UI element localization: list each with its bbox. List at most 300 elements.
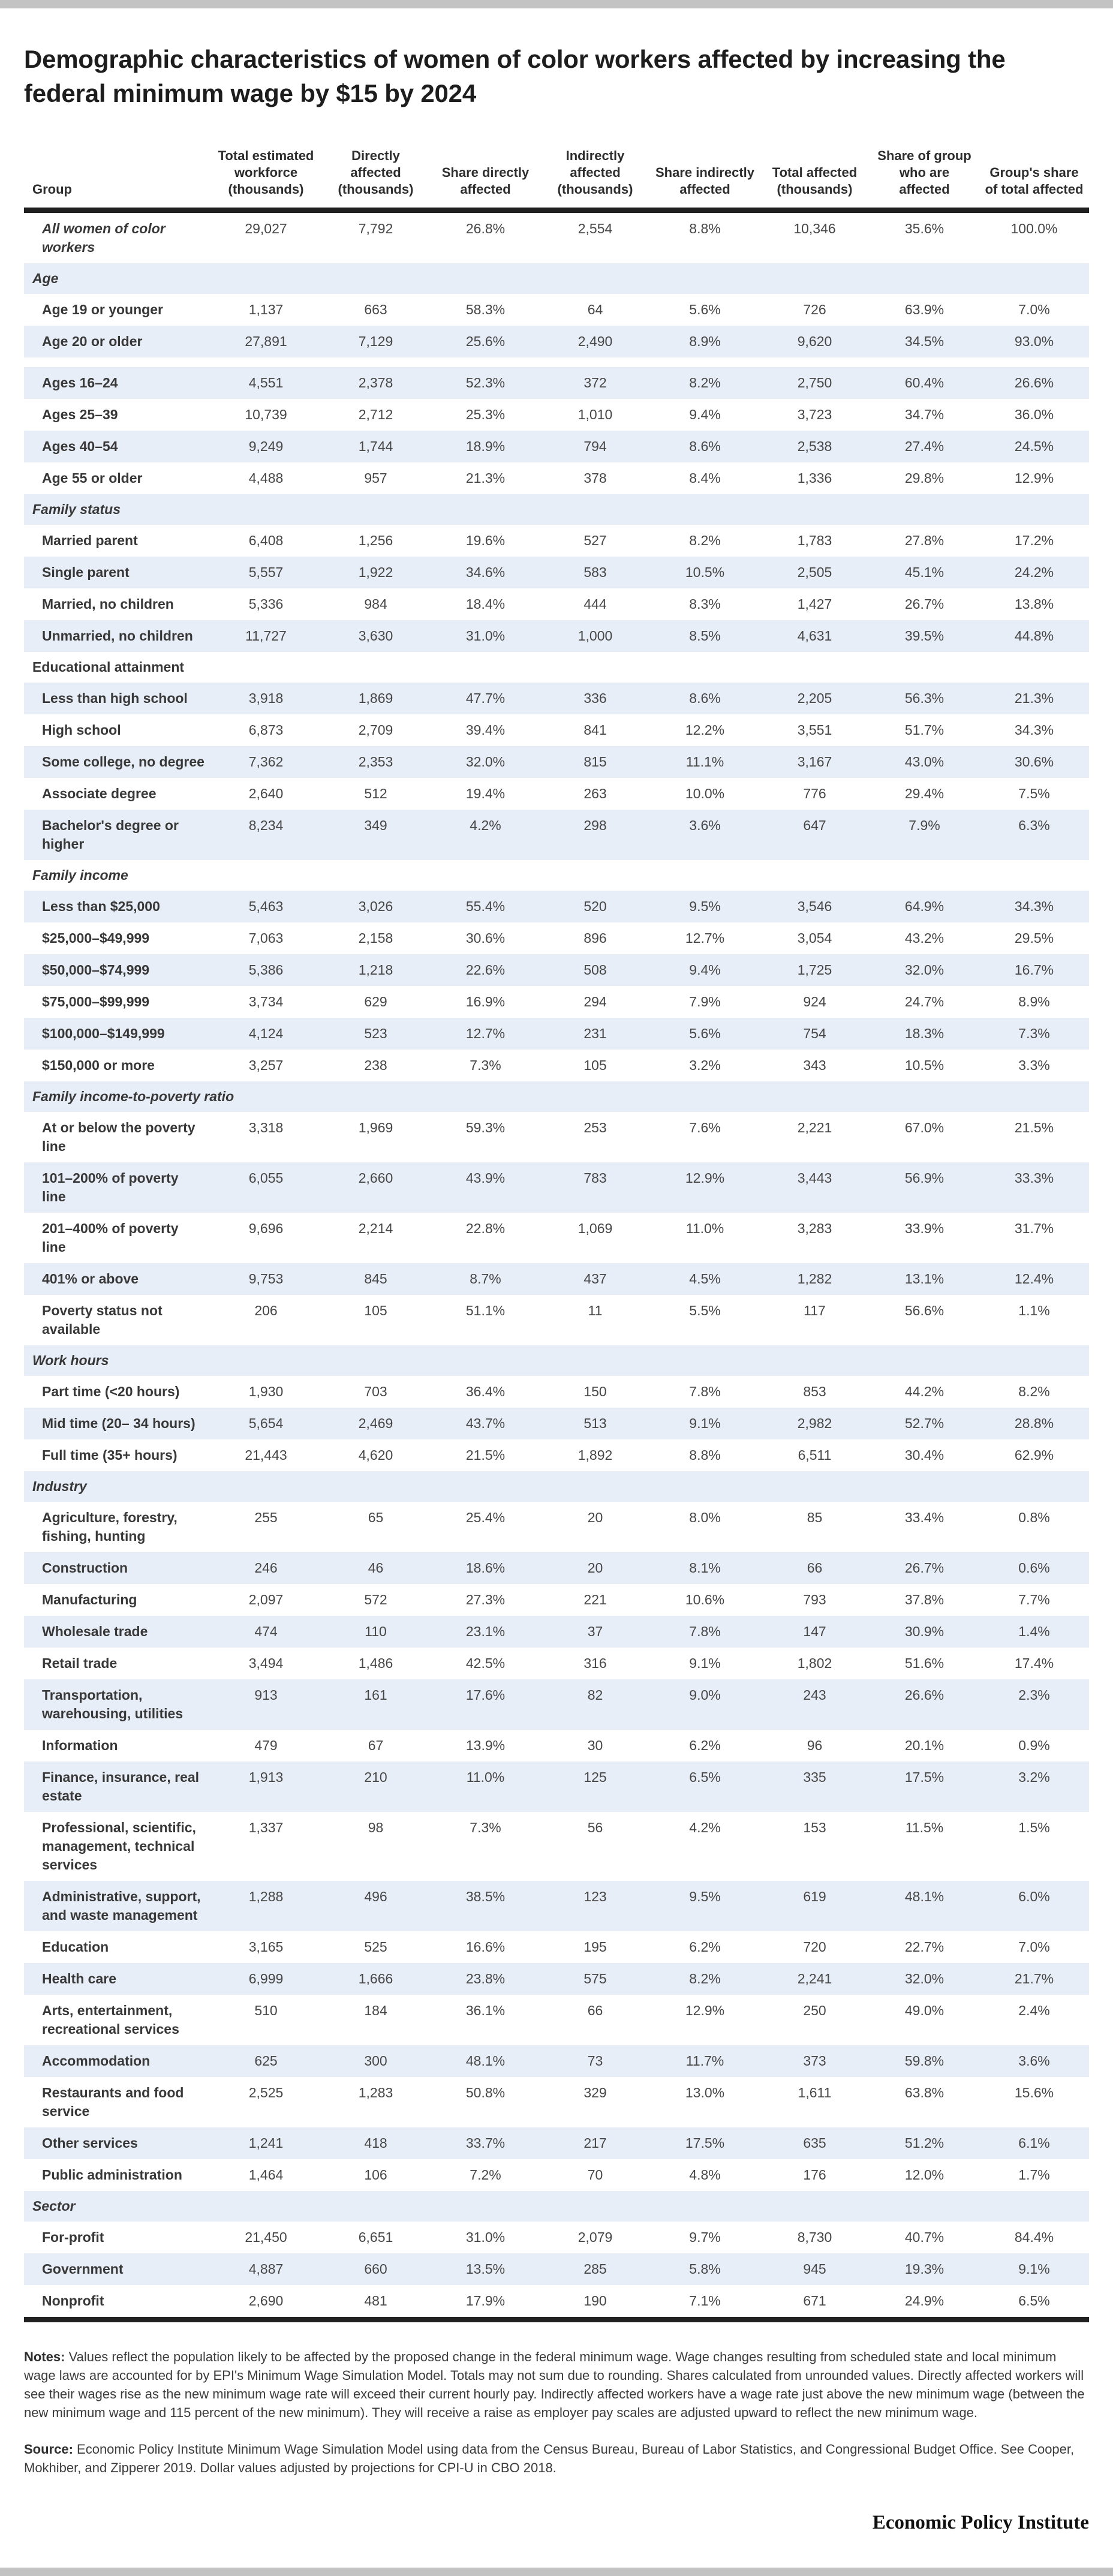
cell-value: 1,802: [797, 1655, 832, 1671]
cell-value: 9.7%: [689, 2229, 721, 2245]
cell-value: 815: [583, 754, 607, 770]
cell-value: 67.0%: [904, 1120, 944, 1135]
cell-value: 31.0%: [465, 2229, 506, 2245]
cell-value: 5.6%: [689, 1026, 721, 1041]
cell-value: 7.9%: [909, 817, 940, 833]
cell-value: 23.8%: [465, 1971, 506, 1986]
table-row: [24, 2253, 1089, 2285]
column-header: Total estimated workforce (thousands): [211, 148, 321, 211]
cell-value: 4,488: [248, 470, 284, 486]
cell-value: 18.6%: [465, 1560, 506, 1576]
row-label: Arts, entertainment, recreational services: [42, 2003, 179, 2037]
cell-value: 6.1%: [1018, 2135, 1050, 2151]
table-row: [24, 620, 1089, 652]
cell-value: 7.0%: [1018, 1939, 1050, 1955]
cell-value: 82: [587, 1687, 603, 1703]
cell-value: 3,546: [797, 898, 832, 914]
cell-value: 3,630: [358, 628, 393, 644]
cell-value: 2,982: [797, 1415, 832, 1431]
cell-value: 55.4%: [465, 898, 506, 914]
cell-value: 1,137: [248, 302, 284, 317]
cell-value: 8.0%: [689, 1510, 721, 1525]
cell-value: 39.4%: [465, 722, 506, 738]
cell-value: 43.0%: [904, 754, 944, 770]
row-label: At or below the poverty line: [42, 1120, 195, 1154]
cell-value: 6,999: [248, 1971, 284, 1986]
cell-value: 372: [583, 375, 607, 390]
cell-value: 300: [364, 2053, 387, 2069]
cell-value: 8.2%: [689, 1971, 721, 1986]
cell-value: 625: [254, 2053, 278, 2069]
cell-value: 1,892: [577, 1447, 613, 1463]
cell-value: 3.6%: [1018, 2053, 1050, 2069]
cell-value: 96: [807, 1738, 823, 1753]
cell-value: 43.9%: [465, 1170, 506, 1186]
cell-value: 13.1%: [904, 1271, 944, 1287]
cell-value: 12.7%: [685, 930, 725, 946]
cell-value: 7.0%: [1018, 302, 1050, 317]
cell-value: 17.5%: [685, 2135, 725, 2151]
cell-value: 10.5%: [685, 564, 725, 580]
cell-value: 150: [583, 1384, 607, 1399]
row-label: High school: [42, 722, 121, 738]
cell-value: 6.2%: [689, 1738, 721, 1753]
cell-value: 7,129: [358, 333, 393, 349]
cell-value: 4.2%: [470, 817, 501, 833]
table-body: [24, 211, 1089, 2320]
row-label: Ages 40–54: [42, 438, 118, 454]
cell-value: 30.9%: [904, 1624, 944, 1639]
table-row: [24, 1213, 1089, 1263]
cell-value: 1,969: [358, 1120, 393, 1135]
cell-value: 8,730: [797, 2229, 832, 2245]
table-row: [24, 2077, 1089, 2127]
cell-value: 1,282: [797, 1271, 832, 1287]
cell-value: 7.3%: [470, 1057, 501, 1073]
cell-value: 35.6%: [904, 221, 944, 236]
cell-value: 512: [364, 786, 387, 801]
cell-value: 184: [364, 2003, 387, 2018]
cell-value: 316: [583, 1655, 607, 1671]
row-label: Less than high school: [42, 690, 188, 706]
cell-value: 24.5%: [1014, 438, 1054, 454]
cell-value: 217: [583, 2135, 607, 2151]
cell-value: 34.3%: [1014, 722, 1054, 738]
cell-value: 19.6%: [465, 533, 506, 548]
cell-value: 20: [587, 1510, 603, 1525]
section-label: Family income-to-poverty ratio: [32, 1089, 234, 1104]
cell-value: 40.7%: [904, 2229, 944, 2245]
cell-value: 9.1%: [689, 1655, 721, 1671]
cell-value: 25.3%: [465, 407, 506, 422]
cell-value: 3.2%: [689, 1057, 721, 1073]
cell-value: 7,063: [248, 930, 284, 946]
cell-value: 8.6%: [689, 438, 721, 454]
cell-value: 18.3%: [904, 1026, 944, 1041]
table-row: [24, 1584, 1089, 1616]
cell-value: 12.9%: [685, 1170, 725, 1186]
cell-value: 496: [364, 1889, 387, 1904]
table-row: [24, 525, 1089, 557]
column-header: Share directly affected: [431, 148, 540, 211]
cell-value: 3,026: [358, 898, 393, 914]
cell-value: 4.2%: [689, 1820, 721, 1835]
row-label: 401% or above: [42, 1271, 139, 1287]
cell-value: 1,744: [358, 438, 393, 454]
cell-value: 25.6%: [465, 333, 506, 349]
cell-value: 253: [583, 1120, 607, 1135]
column-header: Total affected (thousands): [760, 148, 870, 211]
row-label: Part time (<20 hours): [42, 1384, 180, 1399]
cell-value: 0.9%: [1018, 1738, 1050, 1753]
cell-value: 19.3%: [904, 2261, 944, 2277]
cell-value: 29,027: [245, 221, 287, 236]
table-row: [24, 399, 1089, 431]
cell-value: 12.9%: [685, 2003, 725, 2018]
cell-value: 56.9%: [904, 1170, 944, 1186]
cell-value: 17.4%: [1014, 1655, 1054, 1671]
cell-value: 635: [803, 2135, 826, 2151]
cell-value: 7.6%: [689, 1120, 721, 1135]
cell-value: 12.2%: [685, 722, 725, 738]
row-label: Some college, no degree: [42, 754, 204, 770]
cell-value: 24.9%: [870, 2285, 979, 2320]
page-content: [0, 42, 1113, 2534]
cell-value: 11,727: [245, 628, 287, 644]
table-row: [24, 588, 1089, 620]
table-row: [24, 1050, 1089, 1081]
row-label: $25,000–$49,999: [42, 930, 150, 946]
cell-value: 26.8%: [465, 221, 506, 236]
cell-value: 9.4%: [689, 962, 721, 978]
cell-value: 34.7%: [904, 407, 944, 422]
row-label: Single parent: [42, 564, 130, 580]
cell-value: 663: [364, 302, 387, 317]
cell-value: 647: [803, 817, 826, 833]
cell-value: 6.5%: [689, 1769, 721, 1785]
cell-value: 59.3%: [465, 1120, 506, 1135]
cell-value: 26.6%: [904, 1687, 944, 1703]
cell-value: 49.0%: [904, 2003, 944, 2018]
cell-value: 60.4%: [904, 375, 944, 390]
cell-value: 52.7%: [904, 1415, 944, 1431]
row-label: Government: [42, 2261, 124, 2277]
cell-value: 285: [583, 2261, 607, 2277]
cell-value: 6.5%: [979, 2285, 1089, 2320]
cell-value: 105: [364, 1303, 387, 1318]
row-label: Manufacturing: [42, 1592, 137, 1607]
cell-value: 5,463: [248, 898, 284, 914]
cell-value: 7.8%: [689, 1624, 721, 1639]
cell-value: 3,318: [248, 1120, 284, 1135]
cell-value: 720: [803, 1939, 826, 1955]
cell-value: 26.7%: [904, 596, 944, 612]
cell-value: 9.5%: [689, 898, 721, 914]
cell-value: 36.1%: [465, 2003, 506, 2018]
cell-value: 343: [803, 1057, 826, 1073]
cell-value: 1.1%: [1018, 1303, 1050, 1318]
spacer-row: [24, 357, 1089, 367]
table-row: [24, 1552, 1089, 1584]
cell-value: 51.7%: [904, 722, 944, 738]
cell-value: 62.9%: [1014, 1447, 1054, 1463]
row-label: $50,000–$74,999: [42, 962, 150, 978]
cell-value: 44.2%: [904, 1384, 944, 1399]
row-label: Unmarried, no children: [42, 628, 193, 644]
cell-value: 629: [364, 994, 387, 1009]
cell-value: 726: [803, 302, 826, 317]
cell-value: 3,551: [797, 722, 832, 738]
cell-value: 63.9%: [904, 302, 944, 317]
table-row: [24, 1376, 1089, 1408]
cell-value: 2,709: [358, 722, 393, 738]
cell-value: 2,378: [358, 375, 393, 390]
column-header: Share of group who are affected: [870, 148, 979, 211]
cell-value: 30.6%: [1014, 754, 1054, 770]
cell-value: 896: [583, 930, 607, 946]
cell-value: 0.8%: [1018, 1510, 1050, 1525]
cell-value: 7.5%: [1018, 786, 1050, 801]
column-header-row: [24, 148, 1089, 211]
cell-value: 0.6%: [1018, 1560, 1050, 1576]
cell-value: 33.7%: [465, 2135, 506, 2151]
cell-value: 575: [583, 1971, 607, 1986]
row-label: Information: [42, 1738, 118, 1753]
cell-value: 3.6%: [689, 817, 721, 833]
cell-value: 18.4%: [465, 596, 506, 612]
cell-value: 945: [803, 2261, 826, 2277]
cell-value: 9.5%: [689, 1889, 721, 1904]
cell-value: 2,205: [797, 690, 832, 706]
cell-value: 17.6%: [465, 1687, 506, 1703]
row-label: Poverty status not available: [42, 1303, 163, 1337]
row-label: Public administration: [42, 2167, 182, 2183]
cell-value: 30.6%: [465, 930, 506, 946]
cell-value: 2,079: [577, 2229, 613, 2245]
cell-value: 21.5%: [465, 1447, 506, 1463]
cell-value: 1,869: [358, 690, 393, 706]
cell-value: 110: [365, 1624, 387, 1639]
cell-value: 1,241: [248, 2135, 284, 2151]
table-row: [24, 1439, 1089, 1471]
cell-value: 17.9%: [431, 2285, 540, 2320]
table-row: [24, 1112, 1089, 1162]
source-text: [24, 2440, 1089, 2477]
row-label: Professional, scientific, management, technical services: [42, 1820, 196, 1872]
cell-value: 9.0%: [689, 1687, 721, 1703]
cell-value: 31.7%: [1014, 1221, 1054, 1236]
row-label: Restaurants and food service: [42, 2085, 184, 2119]
cell-value: 9,753: [248, 1271, 284, 1287]
row-label: Ages 25–39: [42, 407, 118, 422]
cell-value: 37: [587, 1624, 603, 1639]
table-row: [24, 1931, 1089, 1963]
cell-value: 85: [807, 1510, 823, 1525]
table-row: [24, 1408, 1089, 1439]
row-label: Age 55 or older: [42, 470, 143, 486]
section-label: Work hours: [32, 1352, 109, 1368]
cell-value: 123: [583, 1889, 607, 1904]
cell-value: 3,165: [248, 1939, 284, 1955]
cell-value: 153: [803, 1820, 826, 1835]
cell-value: 8.3%: [689, 596, 721, 612]
cell-value: 5,336: [248, 596, 284, 612]
cell-value: 9,249: [248, 438, 284, 454]
cell-value: 243: [803, 1687, 826, 1703]
cell-value: 56.6%: [904, 1303, 944, 1318]
cell-value: 32.0%: [904, 962, 944, 978]
cell-value: 2,750: [797, 375, 832, 390]
page-title: Demographic characteristics of women of color workers affected by increasing the federal minimum wage by $15 by 2024: [24, 45, 1006, 107]
cell-value: 1,725: [797, 962, 832, 978]
cell-value: 106: [364, 2167, 387, 2183]
cell-value: 349: [364, 817, 387, 833]
cell-value: 1,069: [577, 1221, 613, 1236]
cell-value: 13.0%: [685, 2085, 725, 2100]
section-row: [24, 860, 1089, 891]
cell-value: 8.6%: [689, 690, 721, 706]
cell-value: 754: [803, 1026, 826, 1041]
cell-value: 44.8%: [1014, 628, 1054, 644]
cell-value: 66: [587, 2003, 603, 2018]
cell-value: 984: [364, 596, 387, 612]
cell-value: 3.2%: [1018, 1769, 1050, 1785]
table-row: [24, 683, 1089, 714]
cell-value: 23.1%: [465, 1624, 506, 1639]
spacer-cell: [24, 357, 1089, 367]
row-label: Construction: [42, 1560, 128, 1576]
cell-value: 2,538: [797, 438, 832, 454]
cell-value: 4.5%: [689, 1271, 721, 1287]
cell-value: 444: [583, 596, 607, 612]
table-row: [24, 1616, 1089, 1648]
cell-value: 117: [804, 1303, 826, 1318]
section-row: [24, 1471, 1089, 1502]
cell-value: 7.7%: [1018, 1592, 1050, 1607]
cell-value: 2,469: [358, 1415, 393, 1431]
cell-value: 17.5%: [904, 1769, 944, 1785]
section-label: Age: [32, 270, 59, 286]
cell-value: 190: [540, 2285, 650, 2320]
bottom-gap: [0, 2562, 1113, 2568]
cell-value: 66: [807, 1560, 823, 1576]
cell-value: 8.5%: [689, 628, 721, 644]
cell-value: 10.6%: [685, 1592, 725, 1607]
cell-value: 1,666: [358, 1971, 393, 1986]
table-row: [24, 746, 1089, 778]
cell-value: 2,097: [248, 1592, 284, 1607]
section-label: Family income: [32, 867, 128, 883]
row-label: $150,000 or more: [42, 1057, 155, 1073]
row-label: Age 19 or younger: [42, 302, 163, 317]
cell-value: 84.4%: [1014, 2229, 1054, 2245]
cell-value: 24.2%: [1014, 564, 1054, 580]
cell-value: 3,257: [248, 1057, 284, 1073]
cell-value: 660: [364, 2261, 387, 2277]
cell-value: 29.5%: [1014, 930, 1054, 946]
cell-value: 22.6%: [465, 962, 506, 978]
table-row: [24, 2159, 1089, 2191]
row-label: Ages 16–24: [42, 375, 118, 390]
cell-value: 63.8%: [904, 2085, 944, 2100]
cell-value: 5.6%: [689, 302, 721, 317]
cell-value: 2,241: [797, 1971, 832, 1986]
row-label: $75,000–$99,999: [42, 994, 150, 1009]
cell-value: 16.9%: [465, 994, 506, 1009]
cell-value: 19.4%: [465, 786, 506, 801]
cell-value: 47.7%: [465, 690, 506, 706]
cell-value: 56: [587, 1820, 603, 1835]
group-column-header: Group: [24, 148, 211, 211]
cell-value: 34.5%: [904, 333, 944, 349]
cell-value: 373: [803, 2053, 826, 2069]
cell-value: 93.0%: [1014, 333, 1054, 349]
cell-value: 10,739: [245, 407, 287, 422]
cell-value: 34.6%: [465, 564, 506, 580]
cell-value: 255: [254, 1510, 278, 1525]
cell-value: 7.3%: [1018, 1026, 1050, 1041]
cell-value: 2,640: [248, 786, 284, 801]
cell-value: 73: [587, 2053, 603, 2069]
cell-value: 27.3%: [465, 1592, 506, 1607]
cell-value: 845: [364, 1271, 387, 1287]
table-row: [24, 1648, 1089, 1679]
row-label: Administrative, support, and waste management: [42, 1889, 201, 1923]
cell-value: 36.0%: [1014, 407, 1054, 422]
cell-value: 38.5%: [465, 1889, 506, 1904]
cell-value: 5,386: [248, 962, 284, 978]
cell-value: 7,362: [248, 754, 284, 770]
cell-value: 1,486: [358, 1655, 393, 1671]
cell-value: 25.4%: [465, 1510, 506, 1525]
cell-value: 263: [583, 786, 607, 801]
cell-value: 508: [583, 962, 607, 978]
table-row: [24, 211, 1089, 264]
cell-value: 3,167: [797, 754, 832, 770]
column-header: Group's share of total affected: [979, 148, 1089, 211]
cell-value: 58.3%: [465, 302, 506, 317]
table-row: [24, 2285, 1089, 2320]
table-row: [24, 922, 1089, 954]
cell-value: 43.2%: [904, 930, 944, 946]
row-label: Agriculture, forestry, fishing, hunting: [42, 1510, 178, 1544]
cell-value: 336: [583, 690, 607, 706]
section-label: Sector: [32, 2198, 76, 2214]
cell-value: 52.3%: [465, 375, 506, 390]
section-row: [24, 1345, 1089, 1376]
cell-value: 18.9%: [465, 438, 506, 454]
cell-value: 221: [583, 1592, 607, 1607]
cell-value: 6,055: [248, 1170, 284, 1186]
cell-value: 176: [803, 2167, 826, 2183]
table-row: [24, 1018, 1089, 1050]
cell-value: 98: [368, 1820, 384, 1835]
cell-value: 1,218: [358, 962, 393, 978]
notes-body: Values reflect the population likely to be affected by the proposed change in the federal minimum wage. Wage changes resulting from scheduled state and local minimum wage laws are accounted for by EPI's Minimum Wage Simulation Model. Totals may not sum due to rounding. Shares calculated from unrounded values. Directly affected workers will see their wages rise as the new minimum wage rate will exceed their current hourly pay. Indirectly affected workers have a wage rate just above the new minimum wage (between the new minimum wage and 115 percent of the new minimum). They will receive a raise as employer pay scales are adjusted upward to reflect the new minimum wage.: [24, 2349, 1085, 2420]
row-label: For-profit: [42, 2229, 104, 2245]
cell-value: 8.2%: [689, 533, 721, 548]
cell-value: 957: [364, 470, 387, 486]
cell-value: 59.8%: [904, 2053, 944, 2069]
cell-value: 2,525: [248, 2085, 284, 2100]
notes-text: [24, 2347, 1089, 2422]
row-label: Transportation, warehousing, utilities: [42, 1687, 184, 1721]
cell-value: 1,256: [358, 533, 393, 548]
cell-value: 1,783: [797, 533, 832, 548]
table-row: [24, 1730, 1089, 1762]
column-header: Directly affected (thousands): [321, 148, 431, 211]
cell-value: 231: [583, 1026, 607, 1041]
